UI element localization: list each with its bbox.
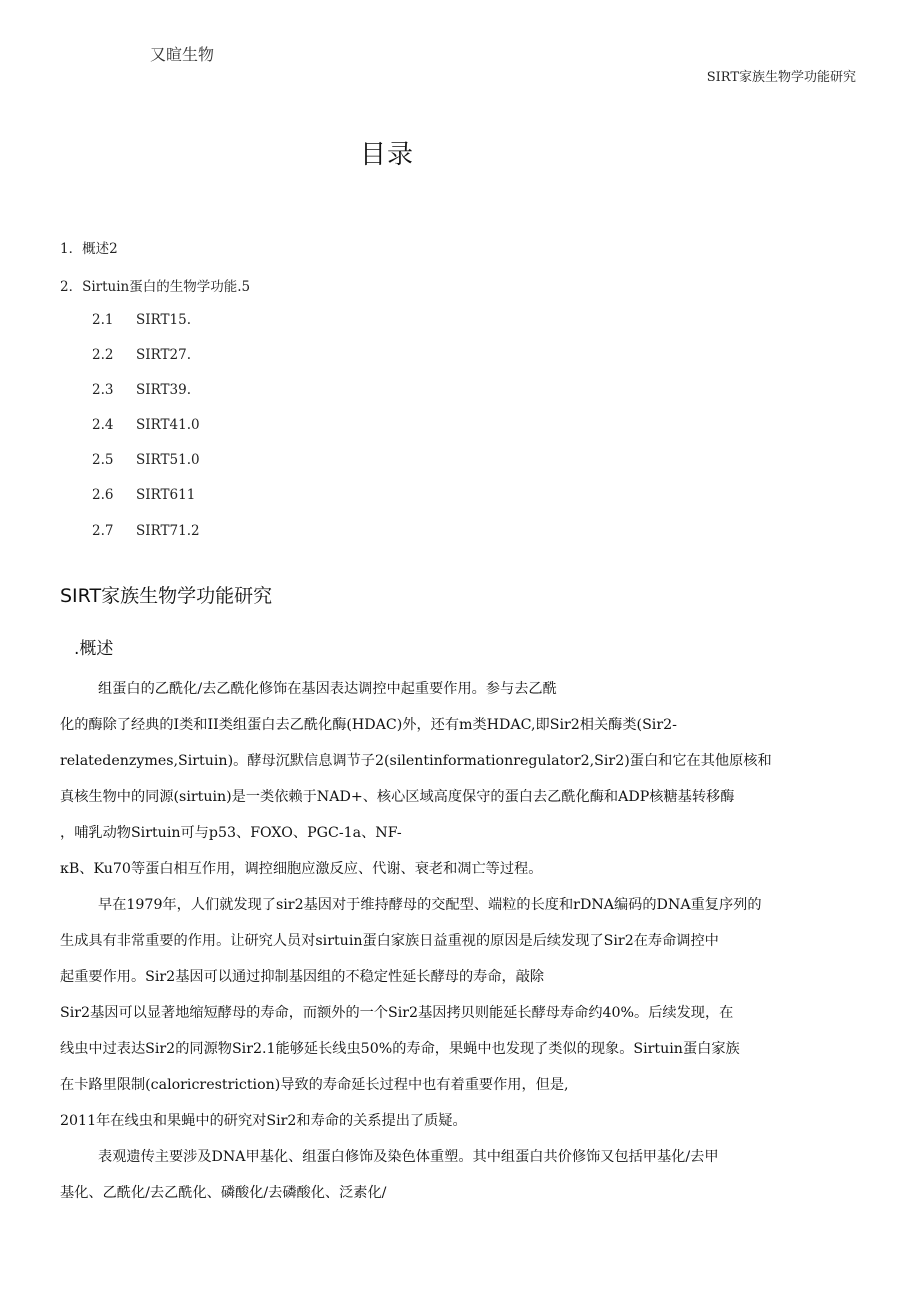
toc-entry-1: 1．概述2 xyxy=(60,241,118,257)
toc-subentry-label: SIRT27. xyxy=(136,347,191,363)
toc-title: 目录 xyxy=(360,140,415,170)
paragraph-line: 线虫中过表达Sir2的同源物Sir2.1能够延长线虫50%的寿命，果蝇中也发现了类似的现象。Sirtuin蛋白家族 xyxy=(60,1041,740,1057)
toc-subentry-label: SIRT611 xyxy=(136,487,196,503)
toc-subentry xyxy=(92,347,191,363)
paragraph-line: 在卡路里限制(caloricrestriction)导致的寿命延长过程中也有着重要作用，但是, xyxy=(60,1077,569,1093)
paragraph-line: 表观遗传主要涉及DNA甲基化、组蛋白修饰及染色体重塑。其中组蛋白共价修饰又包括甲基化/去甲 xyxy=(98,1149,719,1165)
paragraph-line: 真核生物中的同源(sirtuin)是一类依赖于NAD+、核心区域高度保守的蛋白去乙酰化酶和ADP核糖基转移酶 xyxy=(60,789,735,805)
toc-subentry xyxy=(92,417,200,433)
toc-subentry-label: SIRT39. xyxy=(136,382,191,398)
toc-subentry-number: 2.5 xyxy=(92,452,114,468)
toc-subentry-number: 2.1 xyxy=(92,312,114,328)
toc-entry-2: 2．Sirtuin蛋白的生物学功能.5 xyxy=(60,279,251,295)
toc-subentry-label: SIRT51.0 xyxy=(136,452,200,468)
paragraph-line: 2011年在线虫和果蝇中的研究对Sir2和寿命的关系提出了质疑。 xyxy=(60,1113,467,1129)
section-title: SIRT家族生物学功能研究 xyxy=(60,585,273,607)
toc-subentry-number: 2.7 xyxy=(92,523,114,539)
paragraph-line: ，哺乳动物Sirtuin可与p53、FOXO、PGC-1a、NF- xyxy=(60,825,402,841)
toc-subentry-number: 2.4 xyxy=(92,417,114,433)
toc-subentry xyxy=(92,487,195,503)
toc-subentry xyxy=(92,382,191,398)
paragraph-line: 早在1979年，人们就发现了sir2基因对于维持酵母的交配型、端粒的长度和rDNA编码的DNA重复序列的 xyxy=(98,897,762,913)
toc-subentry-number: 2.3 xyxy=(92,382,114,398)
toc-subentry xyxy=(92,312,191,328)
toc-subentry-label: SIRT15. xyxy=(136,312,191,328)
paragraph-line: κB、Ku70等蛋白相互作用，调控细胞应激反应、代谢、衰老和凋亡等过程。 xyxy=(60,861,543,877)
toc-subentry-label: SIRT71.2 xyxy=(136,523,200,539)
paragraph-line: 起重要作用。Sir2基因可以通过抑制基因组的不稳定性延长酵母的寿命，敲除 xyxy=(60,969,545,985)
toc-subentry xyxy=(92,523,200,539)
paragraph-line: relatedenzymes,Sirtuin)。酵母沉默信息调节子2(silentinformationregulator2,Sir2)蛋白和它在其他原核和 xyxy=(60,753,772,769)
paragraph-line: 组蛋白的乙酰化/去乙酰化修饰在基因表达调控中起重要作用。参与去乙酰 xyxy=(98,681,557,697)
brand-name: 又暄生物 xyxy=(150,45,215,64)
toc-subentry-number: 2.2 xyxy=(92,347,114,363)
toc-subentry-label: SIRT41.0 xyxy=(136,417,200,433)
toc-subentry-number: 2.6 xyxy=(92,487,114,503)
paragraph-line: 化的酶除了经典的I类和II类组蛋白去乙酰化酶(HDAC)外，还有m类HDAC,即Sir2相关酶类(Sir2- xyxy=(60,717,677,733)
paragraph-line: Sir2基因可以显著地缩短酵母的寿命，而额外的一个Sir2基因拷贝则能延长酵母寿命约40%。后续发现，在 xyxy=(60,1005,734,1021)
paragraph-line: 生成具有非常重要的作用。让研究人员对sirtuin蛋白家族日益重视的原因是后续发现了Sir2在寿命调控中 xyxy=(60,933,719,949)
paragraph-line: 基化、乙酰化/去乙酰化、磷酸化/去磷酸化、泛素化/ xyxy=(60,1185,387,1201)
subsection-title: .概述 xyxy=(74,639,114,659)
running-header-title: SIRT家族生物学功能研究 xyxy=(706,70,856,85)
toc-subentry xyxy=(92,452,200,468)
